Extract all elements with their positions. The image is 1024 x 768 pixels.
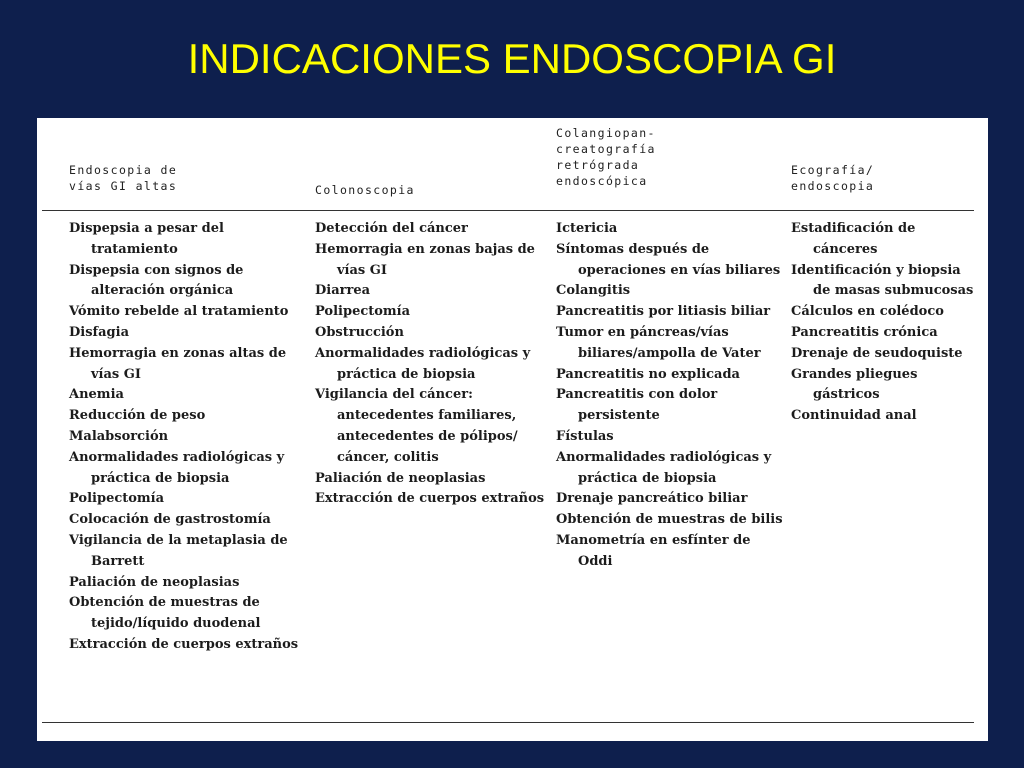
indication-item: Polipectomía <box>69 491 165 507</box>
indication-item: Hemorragia en zonas bajas de vías GI <box>315 241 535 278</box>
indication-item: Identificación y biopsia de masas submucosas <box>791 262 974 299</box>
indication-item: Pancreatitis crónica <box>791 324 938 340</box>
indication-item: Manometría en esfínter de Oddi <box>556 532 751 569</box>
ercp-indications <box>556 219 784 573</box>
indication-item: Ictericia <box>556 221 618 236</box>
indication-item: Hemorragia en zonas altas de vías GI <box>69 345 287 382</box>
indication-item: Vómito rebelde al tratamiento <box>69 304 289 320</box>
column-header-endoscopic-ultrasound: Ecografía/ endoscopia <box>791 163 875 193</box>
indication-item: Anormalidades radiológicas y práctica de biopsia <box>315 345 531 382</box>
indication-item: Fístulas <box>556 428 614 444</box>
indication-item: Paliación de neoplasias <box>69 574 240 590</box>
indication-item: Tumor en páncreas/vías biliares/ampolla de Vater <box>556 324 761 361</box>
indication-item: Extracción de cuerpos extraños <box>315 491 545 507</box>
table-bottom-rule <box>42 722 974 723</box>
indication-item: Colangitis <box>556 283 631 299</box>
indication-item: Obtención de muestras de bilis <box>556 512 783 528</box>
indication-item: Cálculos en colédoco <box>791 304 944 320</box>
indication-item: Diarrea <box>315 283 371 299</box>
indication-item: Anormalidades radiológicas y práctica de biopsia <box>556 449 772 486</box>
indication-item: Síntomas después de operaciones en vías biliares <box>556 241 781 278</box>
indication-item: Anormalidades radiológicas y práctica de biopsia <box>69 449 285 486</box>
upper-gi-endoscopy-indications <box>69 219 301 656</box>
endoscopic-ultrasound-indications <box>791 219 976 427</box>
column-header-colonoscopy: Colonoscopia <box>315 183 415 197</box>
indication-item: Extracción de cuerpos extraños <box>69 636 299 652</box>
indication-item: Vigilancia del cáncer: antecedentes familiares, antecedentes de pólipos/ cáncer, colitis <box>315 387 518 465</box>
indication-item: Malabsorción <box>69 428 169 444</box>
header-divider <box>42 210 974 211</box>
colonoscopy-indications <box>315 219 547 510</box>
indication-item: Estadificación de cánceres <box>791 221 916 257</box>
indication-item: Obtención de muestras de tejido/líquido duodenal <box>69 595 261 632</box>
indication-item: Polipectomía <box>315 304 411 320</box>
indication-item: Anemia <box>69 387 124 403</box>
column-header-ercp: Colangiopan- creatografía retrógrada endoscópica <box>556 126 656 188</box>
indications-table <box>37 118 988 741</box>
indication-item: Pancreatitis por litiasis biliar <box>556 304 771 320</box>
indication-item: Pancreatitis con dolor persistente <box>556 387 718 424</box>
indication-item: Pancreatitis no explicada <box>556 366 740 382</box>
slide-title: INDICACIONES ENDOSCOPIA GI <box>187 35 837 82</box>
indication-item: Dispepsia a pesar del tratamiento <box>69 221 224 257</box>
indication-item: Paliación de neoplasias <box>315 470 486 486</box>
indication-item: Colocación de gastrostomía <box>69 512 271 528</box>
indication-item: Obstrucción <box>315 324 404 340</box>
indication-item: Vigilancia de la metaplasia de Barrett <box>69 532 288 569</box>
indication-item: Drenaje de seudoquiste <box>791 345 963 361</box>
column-header-upper-gi-endoscopy: Endoscopia de vías GI altas <box>69 163 178 193</box>
indication-item: Dispepsia con signos de alteración orgánica <box>69 262 244 299</box>
indication-item: Drenaje pancreático biliar <box>556 491 748 507</box>
indication-item: Continuidad anal <box>791 408 917 424</box>
indication-item: Disfagia <box>69 324 129 340</box>
indication-item: Detección del cáncer <box>315 221 468 236</box>
indication-item: Grandes pliegues gástricos <box>791 366 918 403</box>
indication-item: Reducción de peso <box>69 408 206 424</box>
